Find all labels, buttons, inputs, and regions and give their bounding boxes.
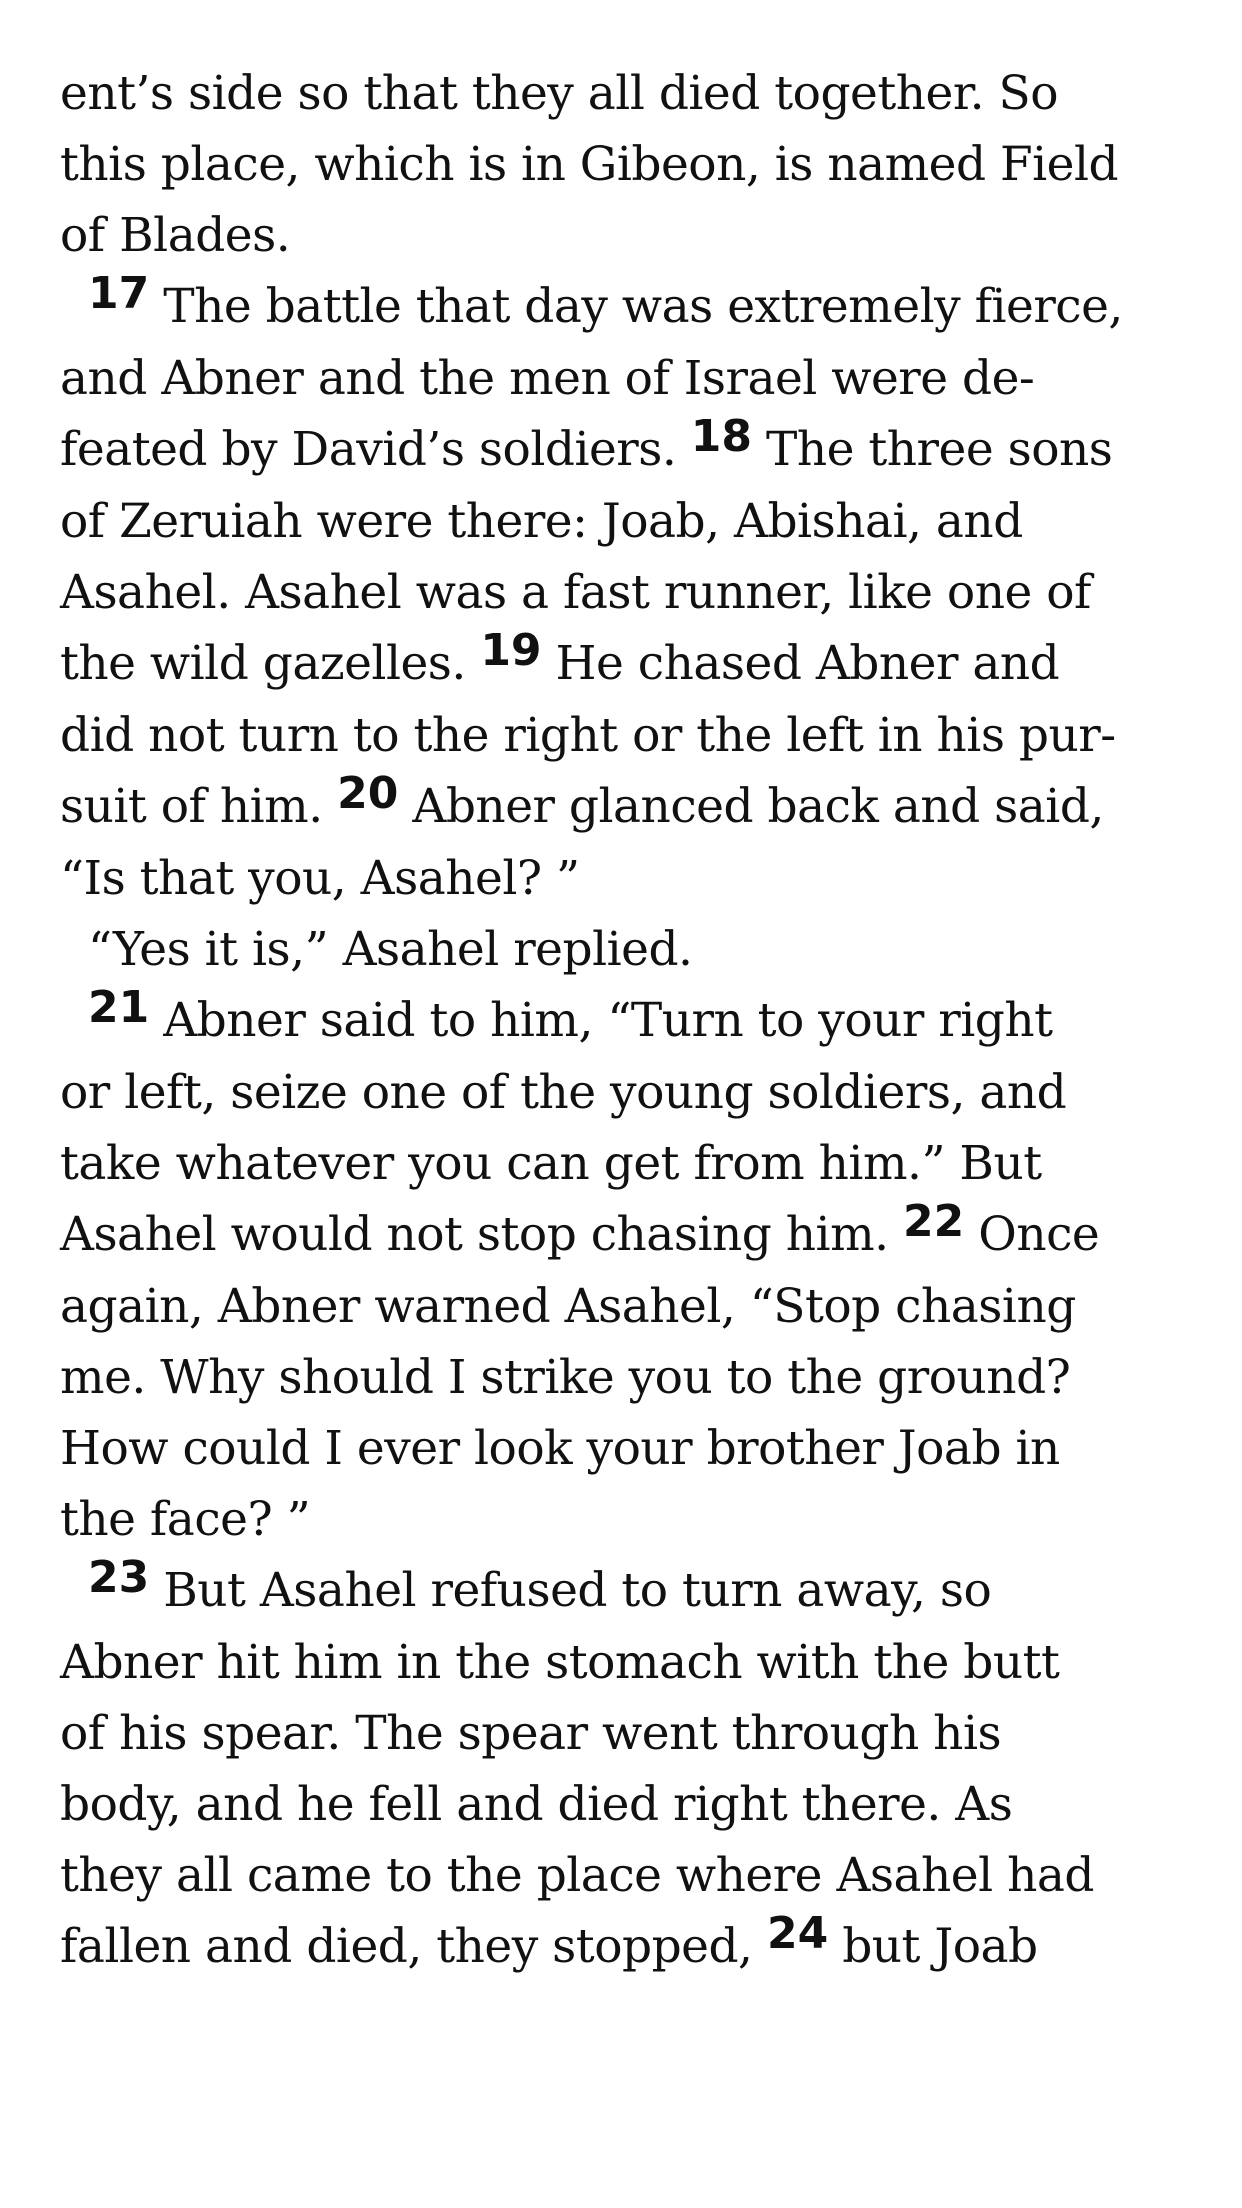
verse-text: suit of him.	[60, 779, 323, 834]
text-line: again, Abner warned Asahel, “Stop chasing	[60, 1279, 1076, 1334]
text-line: of his spear. The spear went through his	[60, 1706, 1002, 1761]
text-line: this place, which is in Gibeon, is named Field	[60, 137, 1119, 192]
verse-number-21: 21	[88, 982, 150, 1033]
verse-number-22: 22	[903, 1196, 965, 1247]
verse-number-17: 17	[88, 268, 150, 319]
paragraph-verse-21	[60, 982, 1190, 1555]
verse-number-24: 24	[766, 1908, 829, 1959]
verse-number-19: 19	[480, 625, 542, 676]
verse-text: but Joab	[842, 1919, 1038, 1974]
verse-text: feated by David’s soldiers.	[60, 422, 677, 477]
verse-text: The three sons	[766, 422, 1113, 477]
text-line: me. Why should I strike you to the ground?	[60, 1350, 1071, 1405]
text-line: Abner hit him in the stomach with the butt	[60, 1635, 1060, 1690]
verse-number-20: 20	[337, 768, 399, 819]
verse-text: Asahel would not stop chasing him.	[60, 1207, 889, 1262]
text-line: “Yes it is,” Asahel replied.	[88, 922, 693, 977]
verse-number-18: 18	[690, 411, 753, 462]
verse-text: But Asahel refused to turn away, so	[163, 1563, 992, 1618]
verse-text: the wild gazelles.	[60, 636, 466, 691]
verse-text: He chased Abner and	[555, 636, 1060, 691]
paragraph-verse-23	[60, 1552, 1190, 1983]
verse-text: fallen and died, they stopped,	[60, 1919, 753, 1974]
verse-text: Abner said to him, “Turn to your right	[163, 993, 1053, 1048]
text-line: the face? ”	[60, 1492, 311, 1547]
text-line: ent’s side so that they all died together. So	[60, 66, 1059, 121]
text-line: take whatever you can get from him.” But	[60, 1136, 1042, 1191]
paragraph-reply	[60, 914, 1190, 985]
text-line: they all came to the place where Asahel had	[60, 1848, 1094, 1903]
text-line: “Is that you, Asahel? ”	[60, 851, 580, 906]
text-line: of Blades.	[60, 208, 291, 263]
verse-number-23: 23	[88, 1552, 150, 1603]
verse-text: Abner glanced back and said,	[412, 779, 1104, 834]
text-line: of Zeruiah were there: Joab, Abishai, and	[60, 494, 1023, 549]
text-line: and Abner and the men of Israel were de-	[60, 351, 1035, 406]
text-line: Asahel. Asahel was a fast runner, like one of	[60, 565, 1091, 620]
text-line: or left, seize one of the young soldiers, and	[60, 1065, 1067, 1120]
reading-page	[60, 58, 1190, 1983]
text-line: How could I ever look your brother Joab in	[60, 1421, 1060, 1476]
verse-text: Once	[978, 1207, 1100, 1262]
paragraph-continuation	[60, 58, 1190, 271]
text-line: did not turn to the right or the left in his pur-	[60, 708, 1116, 763]
paragraph-verse-17	[60, 268, 1190, 914]
verse-text: The battle that day was extremely fierce,	[163, 279, 1123, 334]
text-line: body, and he fell and died right there. As	[60, 1777, 1013, 1832]
